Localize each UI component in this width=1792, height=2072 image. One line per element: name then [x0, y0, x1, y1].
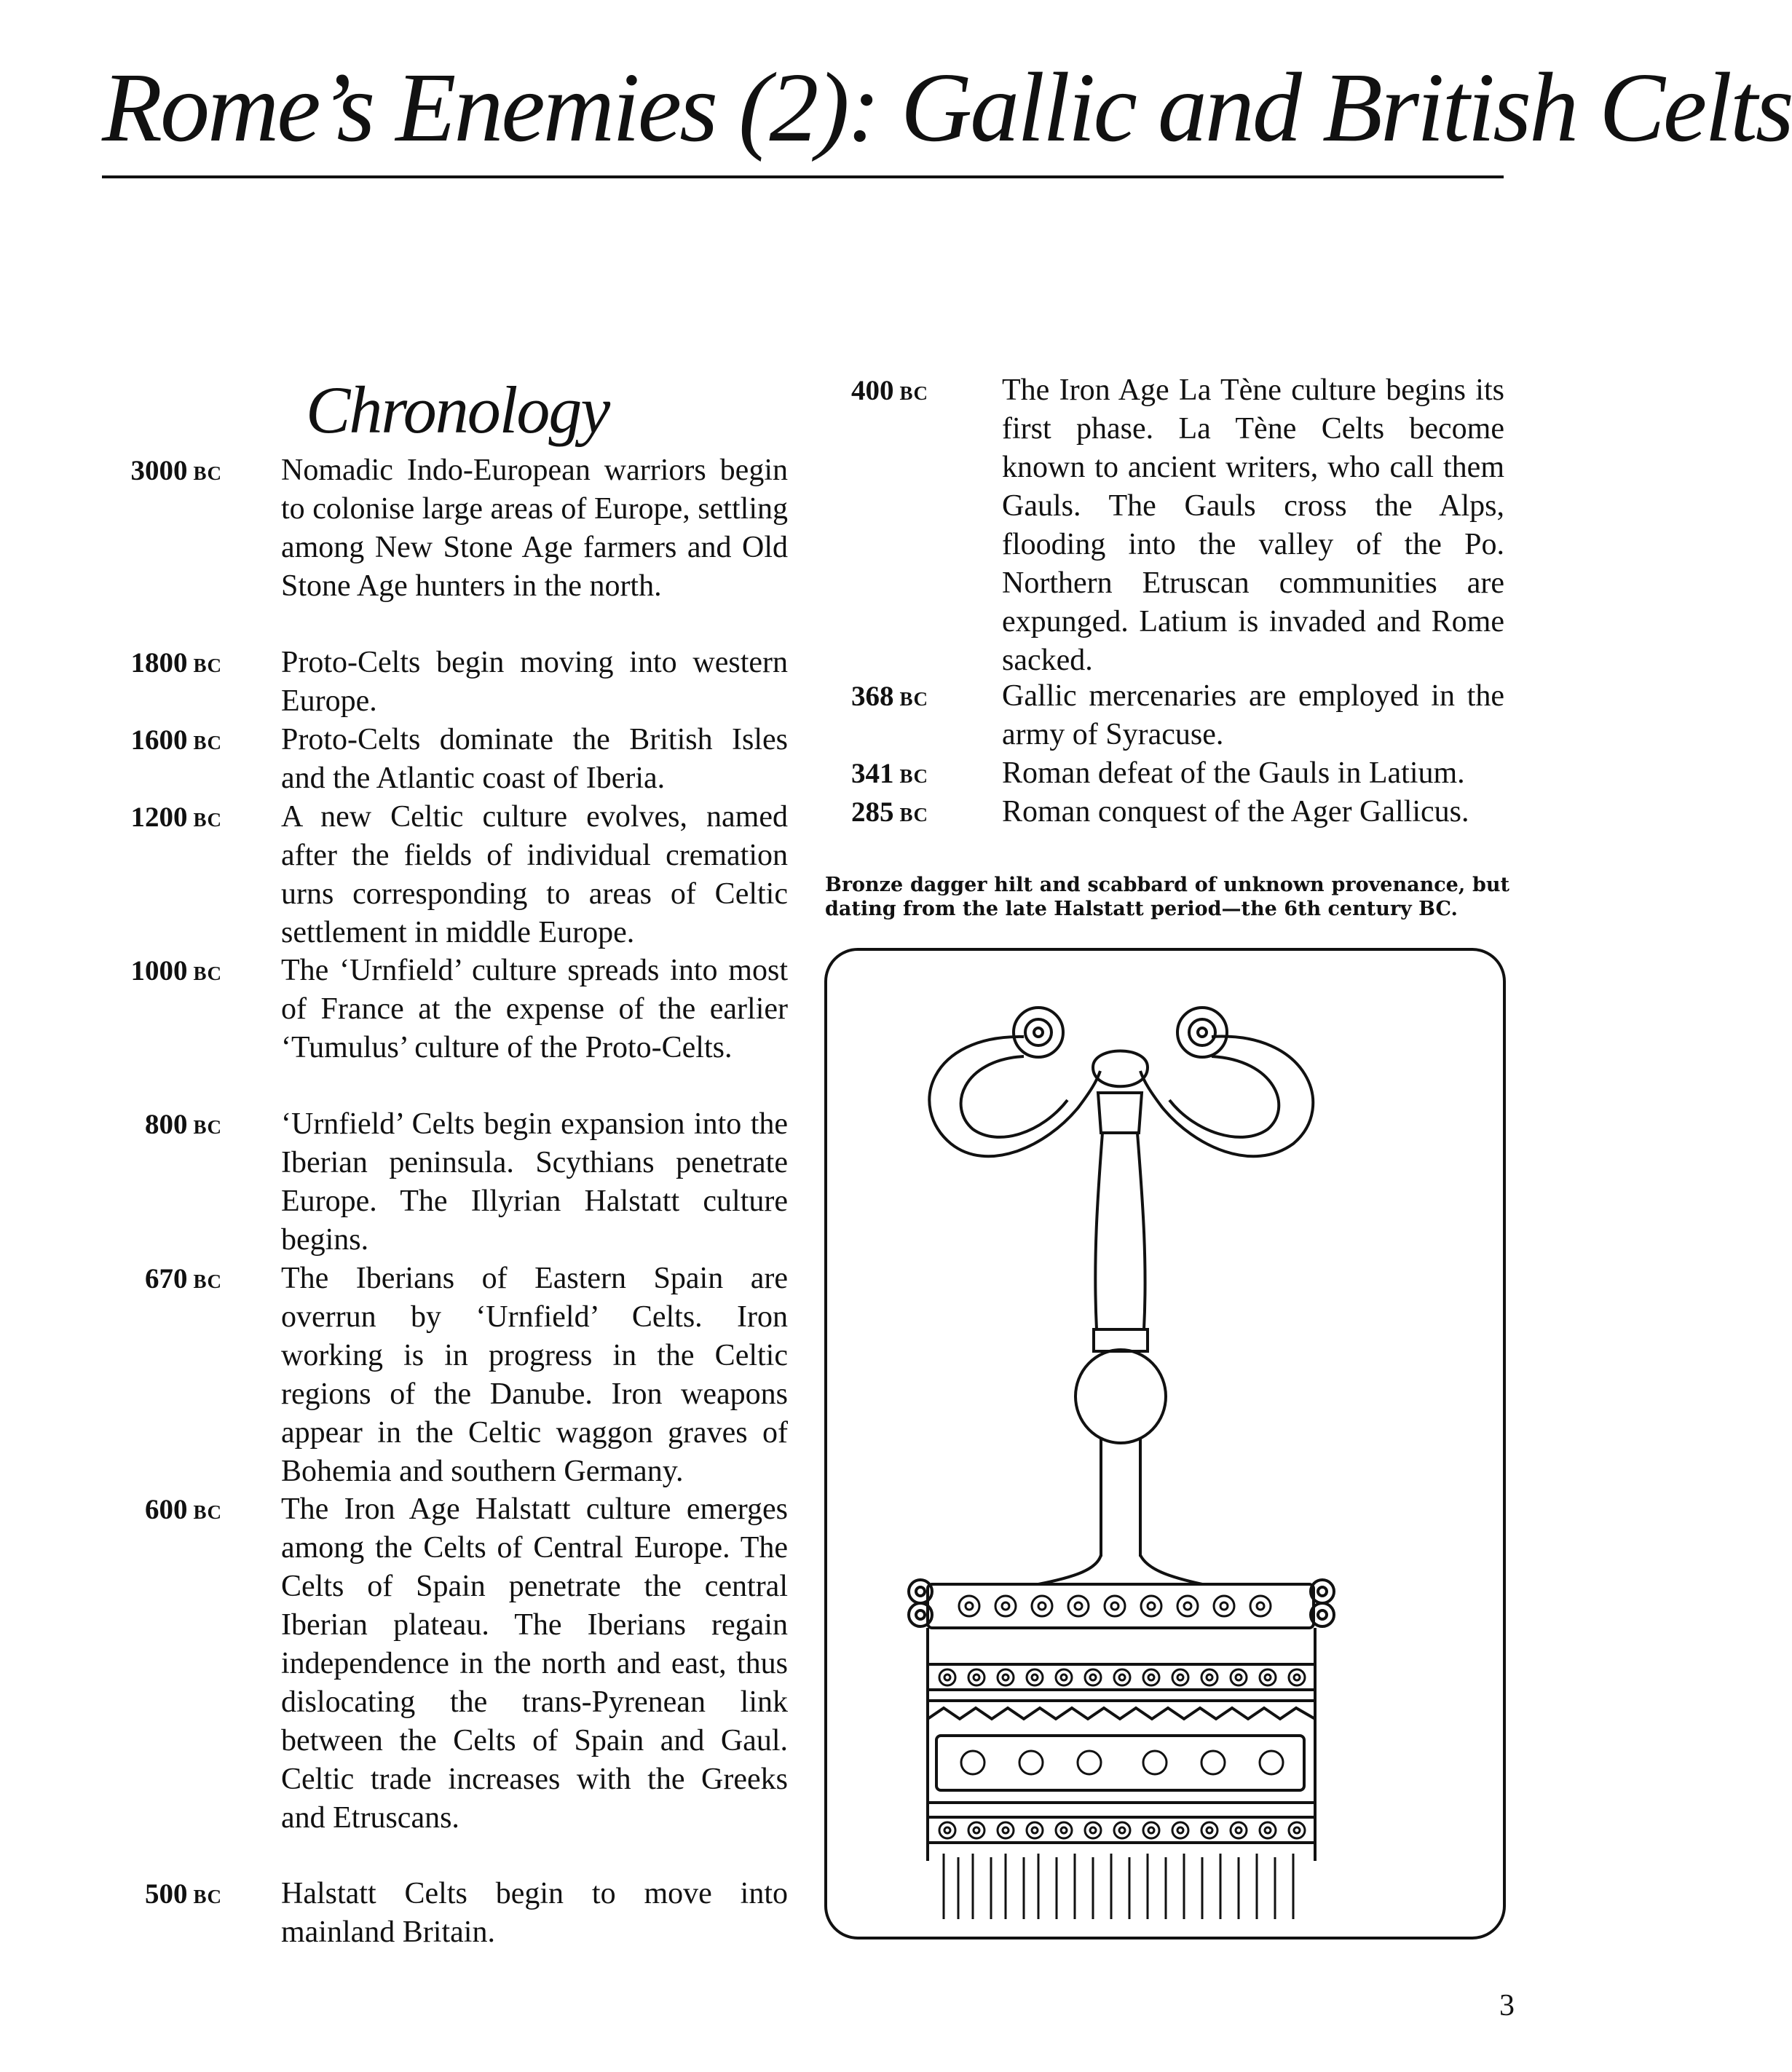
entry-date: 285 BC	[850, 796, 928, 828]
entry-text: The Iron Age La Tène culture begins its first phase. La Tène Celts become known to ancient writers, who call them Gauls. The Gauls cross the Alps, flooding into the valley of the Po. Northern Etruscan communities are expunged. Latium is invaded and Rome sacked.	[1002, 373, 1504, 677]
entry-date: 1800 BC	[130, 647, 222, 679]
entry-text: A new Celtic culture evolves, named after the fields of individual cremation urns corresponding to areas of Celtic settlement in middle Europe.	[281, 800, 788, 949]
entry-text: ‘Urnfield’ Celts begin expansion into the Iberian peninsula. Scythians penetrate Europe. The Illyrian Halstatt culture begins.	[281, 1107, 788, 1257]
entry-date: 670 BC	[144, 1263, 222, 1294]
entry-text: Gallic mercenaries are employed in the army of Syracuse.	[1002, 679, 1504, 751]
entry-date: 3000 BC	[130, 455, 222, 486]
entry-text: Halstatt Celts begin to move into mainland Britain.	[281, 1877, 788, 1949]
entry-text: The Iron Age Halstatt culture emerges among the Celts of Central Europe. The Celts of Spain penetrate the central Iberian plateau. The Iberians regain independence in the north and east, thus dislocating the trans-Pyrenean link between the Celts of Spain and Gaul. Celtic trade increases with the Greeks and Etruscans.	[281, 1492, 788, 1835]
entry-date: 1200 BC	[130, 802, 222, 833]
entry-date: 1600 BC	[130, 724, 222, 756]
entry-text: Proto-Celts dominate the British Isles and the Atlantic coast of Iberia.	[281, 723, 788, 795]
entry-text: Roman defeat of the Gauls in Latium.	[1002, 756, 1465, 790]
entry-date: 341 BC	[850, 758, 928, 789]
figure-caption: Bronze dagger hilt and scabbard of unknown provenance, but dating from the late Halstatt period—the 6th century BC.	[825, 874, 1509, 920]
chronology-heading: Chronology	[306, 373, 609, 447]
entry-text: The Iberians of Eastern Spain are overrun by ‘Urnfield’ Celts. Iron working is in progress in the Celtic regions of the Danube. Iron weapons appear in the Celtic waggon graves of Bohemia and southern Germany.	[281, 1262, 788, 1488]
entry-date: 800 BC	[144, 1109, 222, 1140]
page-title: Rome’s Enemies (2): Gallic and British Celts	[102, 53, 1792, 162]
title-rule	[102, 175, 1504, 178]
dagger-illustration	[827, 951, 1503, 1937]
entry-text: The ‘Urnfield’ culture spreads into most of France at the expense of the earlier ‘Tumulus’ culture of the Proto-Celts.	[281, 954, 788, 1064]
entry-date: 600 BC	[144, 1494, 222, 1525]
entry-date: 1000 BC	[130, 955, 222, 986]
entry-text: Proto-Celts begin moving into western Europe.	[281, 646, 788, 718]
entry-text: Nomadic Indo-European warriors begin to colonise large areas of Europe, settling among New Stone Age farmers and Old Stone Age hunters in the north.	[281, 454, 788, 603]
entry-date: 368 BC	[850, 681, 928, 712]
entry-date: 400 BC	[850, 375, 928, 406]
entry-date: 500 BC	[144, 1878, 222, 1910]
entry-text: Roman conquest of the Ager Gallicus.	[1002, 795, 1469, 829]
figure-frame	[824, 948, 1506, 1939]
page-number: 3	[1499, 1989, 1515, 2022]
